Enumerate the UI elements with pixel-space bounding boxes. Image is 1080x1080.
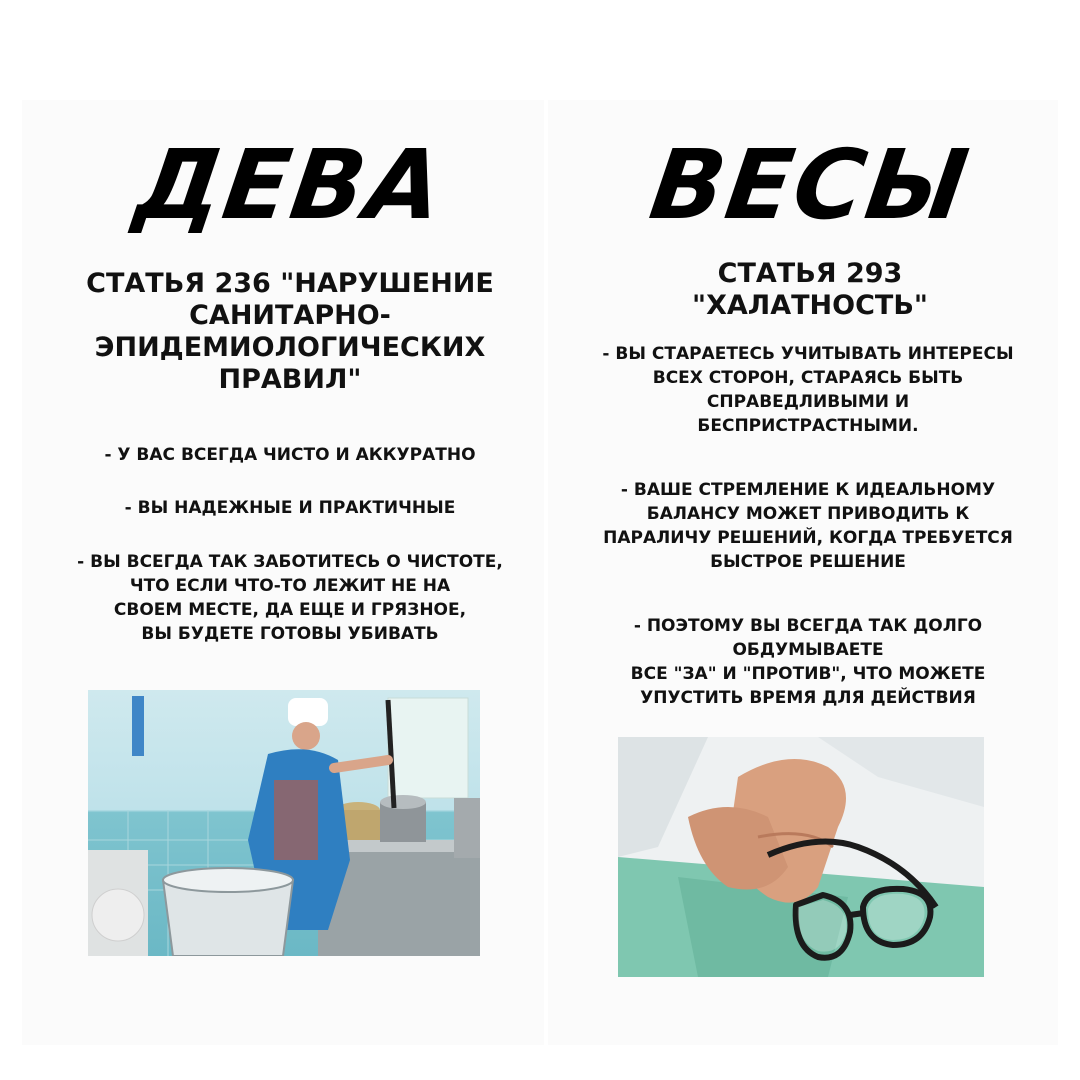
left-point-2: - ВЫ НАДЕЖНЫЕ И ПРАКТИЧНЫЕ <box>124 498 456 518</box>
sign-title-libra: ВЕСЫ <box>643 129 977 241</box>
article-title-left: СТАТЬЯ 236 "НАРУШЕНИЕ САНИТАРНО- ЭПИДЕМИОЛОГИЧЕСКИХ ПРАВИЛ" <box>86 268 494 395</box>
left-point-1: - У ВАС ВСЕГДА ЧИСТО И АККУРАТНО <box>104 445 476 465</box>
right-point-3: - ПОЭТОМУ ВЫ ВСЕГДА ТАК ДОЛГО ОБДУМЫВАЕТЕ ВСЕ "ЗА" И "ПРОТИВ", ЧТО МОЖЕТЕ УПУСТИТЬ ВРЕМЯ ДЛЯ ДЕЙСТВИЯ <box>630 616 986 708</box>
right-point-1: - ВЫ СТАРАЕТЕСЬ УЧИТЫВАТЬ ИНТЕРЕСЫ ВСЕХ СТОРОН, СТАРАЯСЬ БЫТЬ СПРАВЕДЛИВЫМИ И БЕСПРИСТРАСТНЫМИ. <box>602 344 1014 436</box>
kitchen-cook-photo <box>88 690 480 956</box>
doctor-hands-glasses-photo <box>618 737 984 977</box>
right-point-2: - ВАШЕ СТРЕМЛЕНИЕ К ИДЕАЛЬНОМУ БАЛАНСУ МОЖЕТ ПРИВОДИТЬ К ПАРАЛИЧУ РЕШЕНИЙ, КОГДА ТРЕБУЕТСЯ БЫСТРОЕ РЕШЕНИЕ <box>603 480 1013 572</box>
sign-title-virgo: ДЕВА <box>128 129 452 241</box>
left-point-3: - ВЫ ВСЕГДА ТАК ЗАБОТИТЕСЬ О ЧИСТОТЕ, ЧТО ЕСЛИ ЧТО-ТО ЛЕЖИТ НЕ НА СВОЕМ МЕСТЕ, ДА ЕЩЕ И ГРЯЗНОЕ, ВЫ БУДЕТЕ ГОТОВЫ УБИВАТЬ <box>77 552 503 644</box>
article-title-right: СТАТЬЯ 293 "ХАЛАТНОСТЬ" <box>692 258 928 321</box>
